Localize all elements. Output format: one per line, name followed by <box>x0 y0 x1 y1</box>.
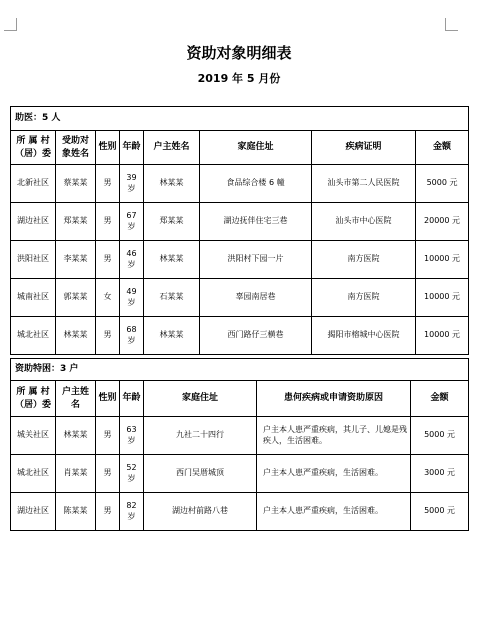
cell-gender: 男 <box>96 165 120 203</box>
cell-community: 城北社区 <box>11 455 56 493</box>
cell-name: 郭某某 <box>56 279 96 317</box>
cell-gender: 女 <box>96 279 120 317</box>
cell-age: 39 岁 <box>120 165 144 203</box>
cell-address: 洪阳村下园一片 <box>200 241 312 279</box>
cell-gender: 男 <box>96 317 120 355</box>
margin-corner-mark <box>4 18 17 31</box>
page-title: 资助对象明细表 <box>186 44 292 62</box>
cell-gender: 男 <box>96 493 120 531</box>
cell-name: 林某某 <box>56 417 96 455</box>
cell-gender: 男 <box>96 241 120 279</box>
cell-amount: 20000 元 <box>416 203 469 241</box>
column-header: 金额 <box>411 381 469 417</box>
column-header: 所 属 村（居）委 <box>11 131 56 165</box>
cell-head: 林某某 <box>144 317 200 355</box>
table-row <box>11 493 469 531</box>
cell-age: 63 岁 <box>120 417 144 455</box>
cell-name: 郑某某 <box>56 203 96 241</box>
column-header: 年龄 <box>120 381 144 417</box>
cell-reason: 户主本人患严重疾病，生活困难。 <box>257 455 411 493</box>
table-row <box>11 317 469 355</box>
cell-head: 林某某 <box>144 165 200 203</box>
section-header-row <box>11 107 469 131</box>
column-header: 患何疾病或申请资助原因 <box>257 381 411 417</box>
table-header-row <box>11 381 469 417</box>
cell-name: 李某某 <box>56 241 96 279</box>
cell-address: 九社二十四行 <box>144 417 257 455</box>
cell-community: 北新社区 <box>11 165 56 203</box>
cell-community: 湖边社区 <box>11 203 56 241</box>
table-row <box>11 241 469 279</box>
column-header: 疾病证明 <box>312 131 416 165</box>
cell-community: 湖边社区 <box>11 493 56 531</box>
table-row <box>11 165 469 203</box>
section-header-row <box>11 359 469 381</box>
cell-head: 郑某某 <box>144 203 200 241</box>
hardship-aid-table <box>10 358 469 531</box>
cell-age: 67 岁 <box>120 203 144 241</box>
column-header: 所 属 村（居）委 <box>11 381 56 417</box>
section-label: 资助特困：3 户 <box>11 359 469 381</box>
cell-reason: 户主本人患严重疾病，其儿子、儿媳是残疾人，生活困难。 <box>257 417 411 455</box>
table-row <box>11 455 469 493</box>
column-header: 户主姓名 <box>56 381 96 417</box>
table-header-row <box>11 131 469 165</box>
cell-age: 46 岁 <box>120 241 144 279</box>
page-subtitle: 2019 年 5 月份 <box>197 72 281 85</box>
cell-head: 林某某 <box>144 241 200 279</box>
medical-aid-table <box>10 106 469 355</box>
column-header: 年龄 <box>120 131 144 165</box>
cell-community: 城关社区 <box>11 417 56 455</box>
cell-name: 肖某某 <box>56 455 96 493</box>
cell-proof: 南方医院 <box>312 279 416 317</box>
cell-amount: 5000 元 <box>411 493 469 531</box>
cell-reason: 户主本人患严重疾病，生活困难。 <box>257 493 411 531</box>
table-row <box>11 417 469 455</box>
column-header: 金额 <box>416 131 469 165</box>
column-header: 户主姓名 <box>144 131 200 165</box>
cell-amount: 5000 元 <box>411 417 469 455</box>
cell-name: 林某某 <box>56 317 96 355</box>
cell-proof: 揭阳市榕城中心医院 <box>312 317 416 355</box>
cell-amount: 3000 元 <box>411 455 469 493</box>
cell-gender: 男 <box>96 203 120 241</box>
cell-amount: 10000 元 <box>416 241 469 279</box>
cell-name: 蔡某某 <box>56 165 96 203</box>
cell-gender: 男 <box>96 455 120 493</box>
cell-community: 城北社区 <box>11 317 56 355</box>
cell-age: 49 岁 <box>120 279 144 317</box>
column-header: 家庭住址 <box>200 131 312 165</box>
cell-community: 城南社区 <box>11 279 56 317</box>
cell-address: 食品综合楼 6 幢 <box>200 165 312 203</box>
cell-proof: 南方医院 <box>312 241 416 279</box>
cell-amount: 10000 元 <box>416 317 469 355</box>
cell-proof: 汕头市中心医院 <box>312 203 416 241</box>
cell-proof: 汕头市第二人民医院 <box>312 165 416 203</box>
table-row <box>11 203 469 241</box>
cell-age: 52 岁 <box>120 455 144 493</box>
cell-address: 辜园南居巷 <box>200 279 312 317</box>
cell-address: 湖边抚伴住宅三巷 <box>200 203 312 241</box>
cell-community: 洪阳社区 <box>11 241 56 279</box>
cell-age: 82 岁 <box>120 493 144 531</box>
cell-gender: 男 <box>96 417 120 455</box>
cell-head: 石某某 <box>144 279 200 317</box>
cell-address: 湖边村前路八巷 <box>144 493 257 531</box>
cell-address: 西门路仔三横巷 <box>200 317 312 355</box>
margin-corner-mark <box>445 18 458 31</box>
column-header: 性别 <box>96 131 120 165</box>
column-header: 性别 <box>96 381 120 417</box>
cell-name: 陈某某 <box>56 493 96 531</box>
cell-age: 68 岁 <box>120 317 144 355</box>
cell-amount: 10000 元 <box>416 279 469 317</box>
table-row <box>11 279 469 317</box>
column-header: 受助对象姓名 <box>56 131 96 165</box>
section-label: 助医：5 人 <box>11 107 469 131</box>
cell-amount: 5000 元 <box>416 165 469 203</box>
cell-address: 西门吴厝城顶 <box>144 455 257 493</box>
column-header: 家庭住址 <box>144 381 257 417</box>
